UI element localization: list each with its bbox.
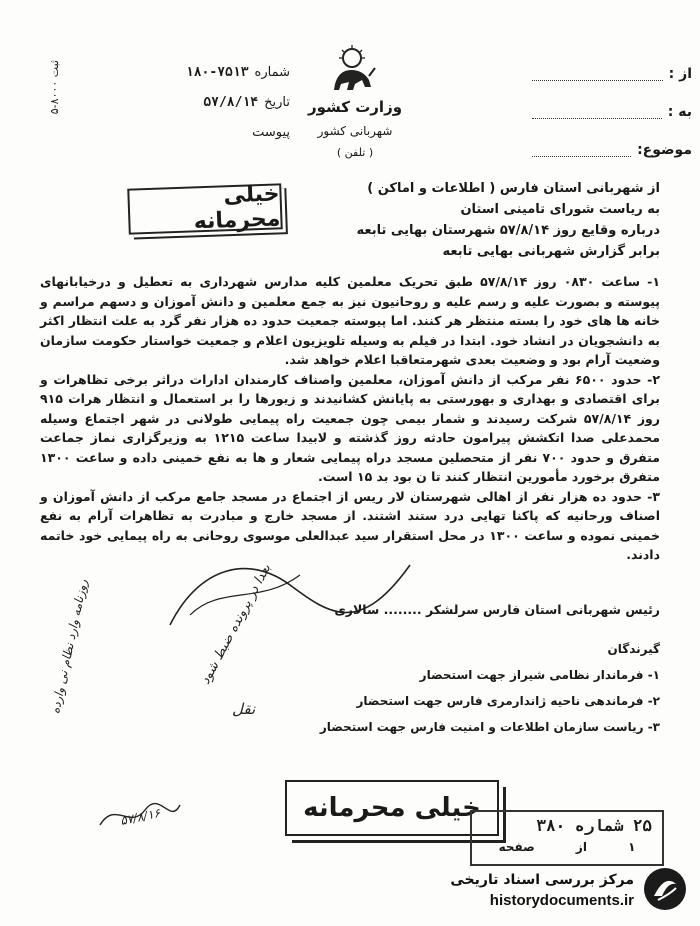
top-secret-stamp-bottom: خیلی محرمانه <box>285 780 499 836</box>
attachment-label: پیوست <box>252 125 290 140</box>
handwritten-scribble <box>95 795 185 835</box>
to-label: از : <box>668 66 692 82</box>
recipients-title: گیرندگان <box>607 642 660 656</box>
addressing-block <box>300 178 660 262</box>
vertical-code: ثبت ۸۰۰۰-۵ <box>48 60 61 115</box>
handwritten-note-registry: روزنامه وارد نظام نی وارده <box>48 578 91 715</box>
recipient-item: ۲- فرماندهی ناحیه ژاندارمری فارس جهت استحضار <box>356 694 660 708</box>
header-address-block <box>532 55 692 169</box>
lion-and-sun-emblem-icon <box>325 40 380 95</box>
from-line: از شهربانی استان فارس ( اطلاعات و اماکن ) <box>367 181 660 196</box>
registry-number-stamp <box>470 810 664 866</box>
report-body <box>40 272 660 565</box>
handwritten-note-file: بعدا در پرونده ضبط شود <box>198 561 275 688</box>
ministry-title: وزارت کشور <box>307 98 403 116</box>
department-title: شهربانی کشور <box>317 124 393 138</box>
top-secret-stamp: خیلی محرمانه <box>127 183 283 234</box>
report-paragraph-2: ۲- حدود ۶۵۰۰ نفر مرکب از دانش آموزان، معلمین واصناف کارمندان ادارات دراثر برخی تظاهرات و برای اقتصادی و بهداری و بهورستی به پایانش کشانیدند و زیورها را بر استعمال و انتظار هرات ۹۱۵ روز ۵۷/۸/۱۴ شرکت رسیدند و شمار بیمی چون جمعیت راه پیمایی طولانی در شهر اجتماع وسیله محمدعلی صدا اتکشش پیرامون حادثه روز گذشته و لابیدا ساعت ۱۲۱۵ به وزیرگزاری نماز جماعت متفرق و حدود ۷۰۰ نفر از متحصلین مسجد دراه پیمایی شعار و ها به نفع خمینی داده و ساعت ۱۳۰۰ متفرق برخورد مأمورین انتظار کنند تا ن بود بد ۱۵ است. <box>40 371 660 484</box>
recipient-item: ۱- فرماندار نظامی شیراز جهت استحضار <box>419 668 660 682</box>
phone-label: ( تلفن ) <box>336 146 374 159</box>
number-label: شماره <box>254 65 290 80</box>
watermark-url: historydocuments.ir <box>489 892 634 909</box>
subject-line: درباره وقایع روز ۵۷/۸/۱۴ شهرستان بهایی تابعه <box>356 223 660 238</box>
from-label: به : <box>667 104 692 120</box>
header-reference-block <box>90 58 290 148</box>
registry-page-label: صفحه <box>498 840 535 854</box>
to-line: به ریاست شورای تامینی استان <box>460 202 660 217</box>
intro-line: برابر گزارش شهربانی بهایی تابعه <box>442 244 660 259</box>
handwritten-date: ۵۷/۸/۱۶ <box>118 805 162 829</box>
recipient-item: ۳- ریاست سازمان اطلاعات و امنیت فارس جهت استحضار <box>319 720 660 734</box>
subject-label: موضوع: <box>637 142 692 158</box>
recipients-block <box>280 636 660 740</box>
registry-from: از <box>575 840 587 854</box>
registry-number: ۲۵ شماره ۳۸۰ <box>536 816 652 835</box>
signature-scribble <box>160 545 420 645</box>
number-value: ۱۸۰-۷۵۱۳ <box>185 65 249 80</box>
handwritten-initial: نقل <box>232 700 256 718</box>
watermark-center-name: مرکز بررسی اسناد تاریخی <box>450 872 634 888</box>
history-documents-logo-icon <box>642 866 688 912</box>
date-value: ۵۷/۸/۱۴ <box>203 95 259 110</box>
signature-line: رئیس شهربانی استان فارس سرلشکر ........ سالاری <box>334 602 660 617</box>
report-paragraph-3: ۳- حدود ده هزار نفر از اهالی شهرستان لار ریس از اجتماع در مسجد جامع مرکب از دانش آموزان و اصناف ورحانیه که پاکنا تهایی درد ستند اشتند. از مسجد خارج و مبادرت به تظاهرات آرام به نفع خمینی نموده و ساعت ۱۳۰۰ در محل استقرار سید عبدالعلی موسوی روحانی به راه پیمایی خود خاتمه دادند. <box>40 488 660 562</box>
date-label: تاریخ <box>264 95 290 110</box>
report-paragraph-1: ۱- ساعت ۰۸۳۰ روز ۵۷/۸/۱۴ طبق تحریک معلمین کلیه مدارس شهرداری به تعطیل و درخیابانهای پیوسته و بصورت علیه و رسم علیه و روحانیون نیز به جمع معلمین و دانش آموزان و دسهم مراسم و خانه ها های خود را بسته منتظر هر کنند. اما پیوسته جمعیت حدود ده هزار نفر گرد به علت انتظار اکثر به دانشجویان در انشاد خود. ابتدا در فیلم به وسیله تلویزیون اعلام و جمعیت خواستار حکومت سازمان وضعیت آرام بود و وضعیت بعدی شهرمتعاقبا اعلام خواهد شد. <box>40 274 660 367</box>
registry-page-no: ۱ <box>628 840 636 854</box>
